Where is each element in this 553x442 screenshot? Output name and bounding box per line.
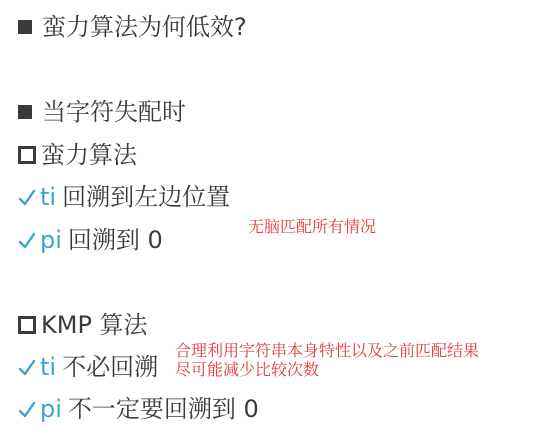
- item-text: 回溯到 0: [67, 226, 163, 254]
- item-text: 回溯到左边位置: [62, 183, 231, 211]
- heading-why-inefficient: [18, 12, 247, 42]
- checkmark-icon: [18, 397, 36, 421]
- heading-mismatch: [18, 97, 186, 127]
- brute-force-title: [18, 140, 137, 170]
- checkmark-icon: [18, 228, 36, 252]
- brute-pi-item: [18, 225, 163, 255]
- variable-pi: pi: [40, 395, 62, 423]
- kmp-pi-item: [18, 394, 259, 424]
- kmp-annotation-line-2: 尽可能减少比较次数: [175, 360, 320, 379]
- square-bullet-icon: [18, 105, 32, 119]
- brute-annotation: 无脑匹配所有情况: [248, 217, 377, 236]
- section-title: 蛮力算法: [41, 141, 137, 169]
- hollow-square-bullet-icon: [18, 316, 36, 334]
- variable-pi: pi: [40, 226, 62, 254]
- square-bullet-icon: [18, 20, 32, 34]
- checkmark-icon: [18, 355, 36, 379]
- heading-text: 蛮力算法为何低效?: [42, 13, 247, 41]
- item-text: 不必回溯: [62, 353, 159, 381]
- heading-text: 当字符失配时: [42, 98, 186, 126]
- checkmark-icon: [18, 185, 36, 209]
- brute-ti-item: [18, 182, 230, 212]
- hollow-square-bullet-icon: [18, 146, 36, 164]
- kmp-ti-item: [18, 352, 158, 382]
- variable-ti: ti: [40, 183, 57, 211]
- kmp-title: [18, 310, 148, 340]
- kmp-annotation-line-1: 合理利用字符串本身特性以及之前匹配结果: [175, 341, 480, 360]
- section-title: KMP 算法: [41, 311, 148, 339]
- item-text: 不一定要回溯到 0: [67, 395, 259, 423]
- variable-ti: ti: [40, 353, 57, 381]
